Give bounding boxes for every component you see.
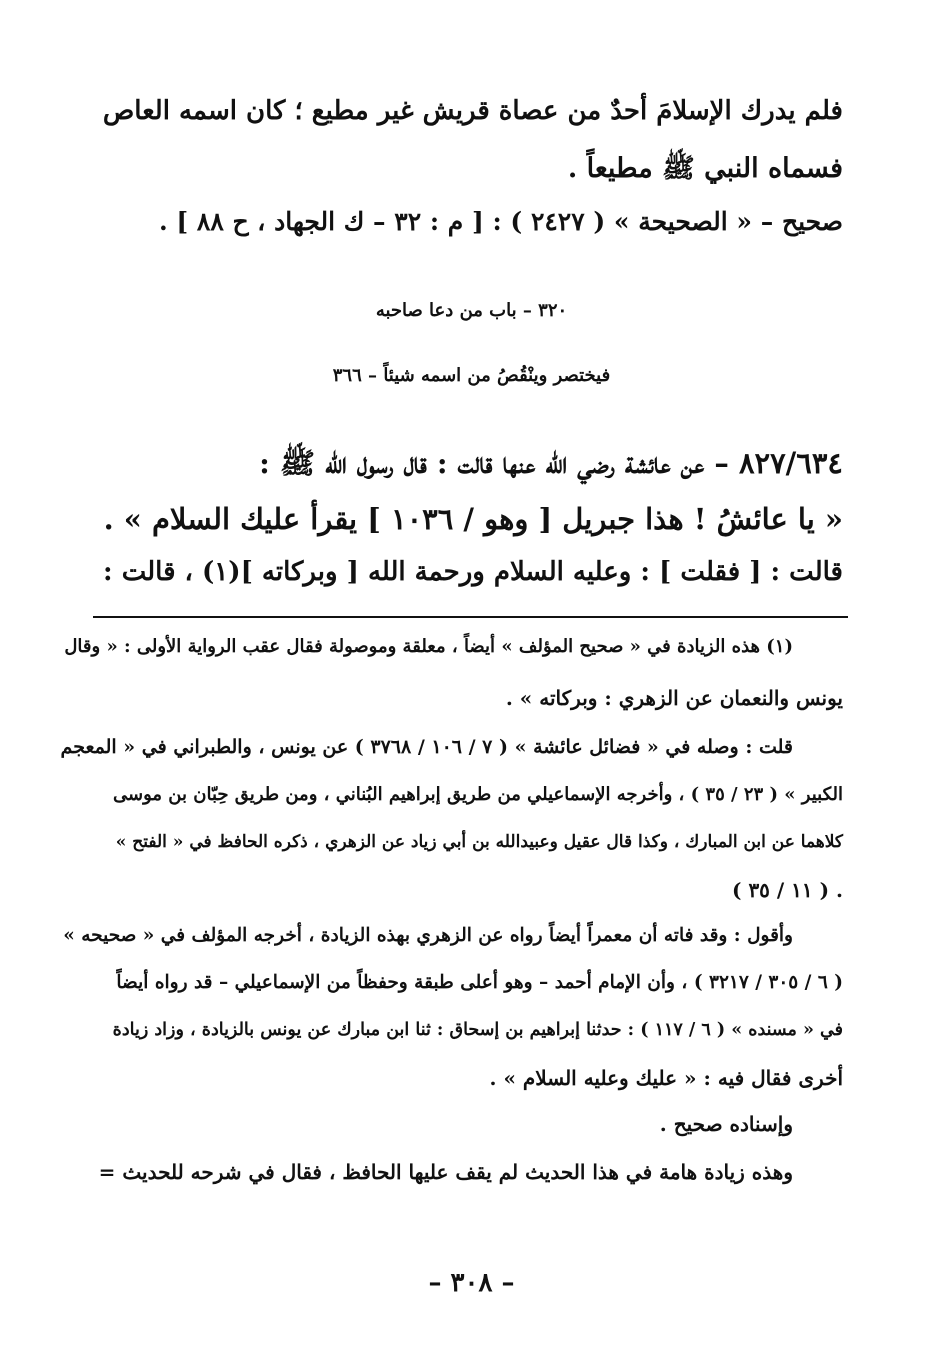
chapter-title-line1: ٣٢٠ – باب من دعا صاحبه xyxy=(375,300,568,321)
footnote-line: (١) هذه الزيادة في « صحيح المؤلف » أيضاً ، معلقة وموصولة فقال عقب الرواية الأولى : « وقال xyxy=(64,636,793,657)
hadith-grading-source: صحيح – « الصحيحة » ( ٢٤٢٧ ) : [ م : ٣٢ – ك الجهاد ، ح ٨٨ ] . xyxy=(158,207,843,236)
chapter-title-line2: فيختصر وينْقُصُ من اسمه شيئاً – ٣٦٦ xyxy=(332,365,611,386)
footnote-line: الكبير » ( ٢٣ / ٣٥ ) ، وأخرجه الإسماعيلي من طريق إبراهيم البُناني ، ومن طريق حِبّان بن موسى xyxy=(113,784,843,805)
footnote-line: يونس والنعمان عن الزهري : وبركاته » . xyxy=(505,686,843,710)
footnote-line: قلت : وصله في « فضائل عائشة » ( ٧ / ١٠٦ / ٣٧٦٨ ) عن يونس ، والطبراني في « المعجم xyxy=(60,736,793,758)
hadith-line: « يا عائشُ ! هذا جبريل [ وهو / ١٠٣٦ ] يقرأ عليك السلام » . xyxy=(103,502,843,536)
body-text-line: فلم يدرك الإسلامَ أحدٌ من عصاة قريش غير مطيع ؛ كان اسمه العاص xyxy=(102,96,843,126)
footnote-line: ( ٦ / ٣٠٥ / ٣٢١٧ ) ، وأن الإمام أحمد – وهو أعلى طبقة وحفظاً من الإسماعيلي – قد رواه أيضاً xyxy=(116,972,843,993)
footnote-line: أخرى فقال فيه : « عليك وعليه السلام » . xyxy=(489,1066,843,1090)
footnote-line: كلاهما عن ابن المبارك ، وكذا قال عقيل وعبيدالله بن أبي زياد عن الزهري ، ذكره الحافظ في « الفتح » xyxy=(115,832,843,852)
page-number: – ٣٠٨ – xyxy=(428,1268,515,1298)
footnote-line: وإسناده صحيح . xyxy=(659,1112,793,1136)
footnote-line: وهذه زيادة هامة في هذا الحديث لم يقف عليها الحافظ ، فقال في شرحه للحديث = xyxy=(98,1160,793,1184)
footnote-separator xyxy=(93,616,848,618)
body-text-line: فسماه النبي ﷺ مطيعاً . xyxy=(567,153,843,184)
footnote-line: في « مسنده » ( ٦ / ١١٧ ) : حدثنا إبراهيم بن إسحاق : ثنا ابن مبارك عن يونس بالزيادة ، وزاد زيادة xyxy=(112,1020,843,1040)
footnote-line: ( ١١ / ٣٥ ) . xyxy=(732,878,843,902)
hadith-line: ٨٢٧/٦٣٤ – عن عائشة رضي الله عنها قالت : قال رسول الله ﷺ : xyxy=(259,446,843,480)
footnote-line: وأقول : وقد فاته أن معمراً أيضاً رواه عن الزهري بهذه الزيادة ، أخرجه المؤلف في « صحيحه » xyxy=(63,925,793,946)
hadith-line: قالت : [ فقلت ] : وعليه السلام ورحمة الله [ وبركاته ](١) ، قالت : xyxy=(103,557,843,587)
